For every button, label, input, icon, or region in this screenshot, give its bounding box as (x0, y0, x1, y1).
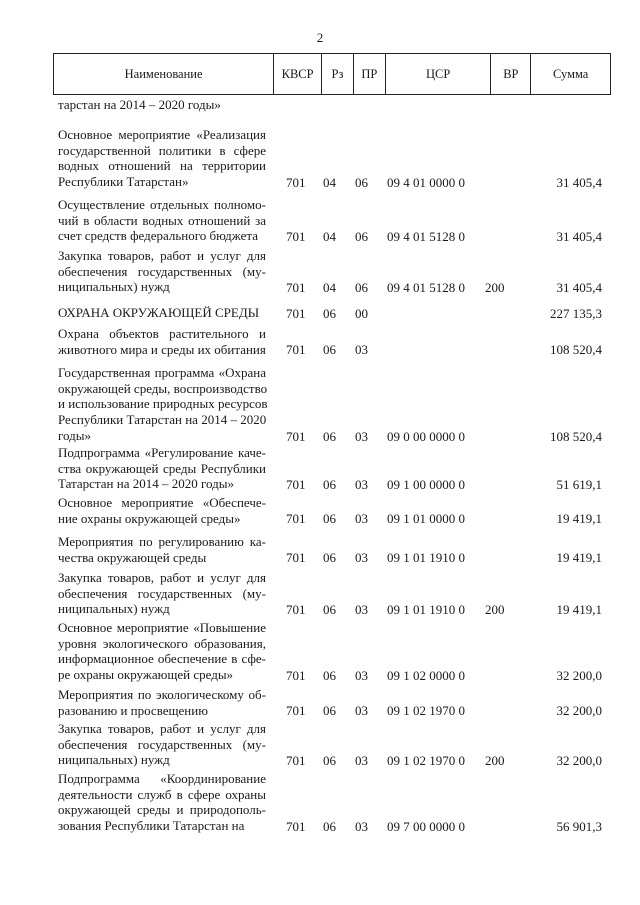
row-sum: 32 200,0 (556, 703, 602, 718)
row-rz: 06 (323, 703, 336, 718)
row-csr: 09 1 01 1910 0 (387, 602, 465, 617)
row-rz: 06 (323, 306, 336, 321)
table-row (0, 365, 640, 444)
row-kvsr: 701 (286, 602, 306, 617)
row-csr: 09 1 01 1910 0 (387, 550, 465, 565)
row-vr: 200 (485, 280, 505, 295)
header-sum: Сумма (530, 54, 610, 94)
row-rz: 06 (323, 477, 336, 492)
row-sum: 19 419,1 (556, 550, 602, 565)
table-row (0, 620, 640, 683)
row-rz: 06 (323, 668, 336, 683)
table-row (0, 305, 640, 321)
row-name-line: Подпрограмма «Регулирование каче- (58, 445, 266, 460)
row-rz: 04 (323, 175, 336, 190)
row-name-line: деятельности служб в сфере охраны (58, 786, 266, 802)
row-name-line: Осуществление отдельных полномо- (58, 197, 266, 212)
row-name-line: Татарстан на 2014 – 2020 годы» (58, 476, 234, 492)
row-name-line: ние охраны окружающей среды» (58, 510, 241, 526)
row-name-line: Мероприятия по экологическому об- (58, 687, 266, 702)
row-kvsr: 701 (286, 342, 306, 357)
row-sum: 32 200,0 (556, 668, 602, 683)
row-rz: 04 (323, 229, 336, 244)
row-name-line: зования Республики Татарстан на (58, 818, 245, 834)
row-name-line: государственной политики в сфере (58, 142, 266, 158)
row-name-line: ниципальных) нужд (58, 279, 170, 295)
row-sum: 227 135,3 (550, 306, 602, 321)
row-name (58, 620, 266, 683)
row-kvsr: 701 (286, 229, 306, 244)
row-name-line: Закупка товаров, работ и услуг для (58, 721, 266, 736)
table-row (0, 495, 640, 526)
row-pr: 03 (355, 550, 368, 565)
table-row (0, 127, 640, 190)
row-csr: 09 1 02 0000 0 (387, 668, 465, 683)
row-vr: 200 (485, 602, 505, 617)
row-name (58, 127, 266, 190)
row-pr: 06 (355, 229, 368, 244)
row-sum: 56 901,3 (556, 819, 602, 834)
row-rz: 04 (323, 280, 336, 295)
row-name-line: ниципальных) нужд (58, 752, 170, 768)
header-rz: Рз (321, 54, 353, 94)
row-pr: 03 (355, 753, 368, 768)
row-kvsr: 701 (286, 306, 306, 321)
row-pr: 03 (355, 511, 368, 526)
row-sum: 108 520,4 (550, 342, 602, 357)
row-name (58, 570, 266, 617)
row-name-line: разованию и просвещению (58, 702, 208, 718)
row-name (58, 495, 266, 526)
row-name-line: окружающей среды и природополь- (58, 802, 266, 818)
table-row (0, 570, 640, 617)
header-kvsr: КВСР (273, 54, 321, 94)
row-name-line: ства окружающей среды Республики (58, 460, 266, 476)
row-kvsr: 701 (286, 429, 306, 444)
row-name-line: Основное мероприятие «Повышение (58, 620, 266, 635)
table-row (0, 197, 640, 244)
row-name-line: обеспечения государственных (му- (58, 263, 266, 279)
table-row (0, 534, 640, 565)
row-name (58, 248, 266, 295)
row-pr: 03 (355, 342, 368, 357)
table-row (0, 771, 640, 834)
row-kvsr: 701 (286, 175, 306, 190)
row-name-line: и использование природных ресурсов (58, 396, 268, 412)
row-rz: 06 (323, 511, 336, 526)
row-name-line: Основное мероприятие «Обеспече- (58, 495, 266, 510)
row-name-line: чий в области водных отношений за (58, 212, 266, 228)
row-name (58, 771, 266, 834)
row-sum: 51 619,1 (556, 477, 602, 492)
table-row (0, 248, 640, 295)
row-name (58, 445, 266, 492)
row-csr: 09 4 01 5128 0 (387, 229, 465, 244)
row-name-line: ОХРАНА ОКРУЖАЮЩЕЙ СРЕДЫ (58, 305, 260, 320)
row-rz: 06 (323, 819, 336, 834)
row-csr: 09 0 00 0000 0 (387, 429, 465, 444)
row-name-line: Республики Татарстан» (58, 174, 189, 190)
row-pr: 03 (355, 477, 368, 492)
row-vr: 200 (485, 753, 505, 768)
row-kvsr: 701 (286, 668, 306, 683)
row-csr: 09 1 02 1970 0 (387, 753, 465, 768)
row-sum: 32 200,0 (556, 753, 602, 768)
row-kvsr: 701 (286, 477, 306, 492)
row-pr: 00 (355, 306, 368, 321)
row-rz: 06 (323, 550, 336, 565)
row-name-line: обеспечения государственных (му- (58, 736, 266, 752)
row-name-line: годы» (58, 427, 91, 443)
row-kvsr: 701 (286, 753, 306, 768)
row-name-line: Подпрограмма «Координирование (58, 771, 266, 786)
row-name-line: животного мира и среды их обитания (58, 341, 266, 357)
row-kvsr: 701 (286, 550, 306, 565)
table-row (0, 721, 640, 768)
header-name: Наименование (124, 66, 203, 81)
header-csr: ЦСР (385, 54, 491, 94)
row-name-line: Закупка товаров, работ и услуг для (58, 248, 266, 263)
row-csr: 09 7 00 0000 0 (387, 819, 465, 834)
row-kvsr: 701 (286, 511, 306, 526)
row-name-line: водных отношений на территории (58, 158, 266, 174)
row-sum: 31 405,4 (556, 175, 602, 190)
row-sum: 31 405,4 (556, 280, 602, 295)
row-sum: 108 520,4 (550, 429, 602, 444)
row-csr: 09 1 00 0000 0 (387, 477, 465, 492)
row-name (58, 721, 266, 768)
row-name-line: информационное обеспечение в сфе- (58, 651, 266, 667)
row-rz: 06 (323, 429, 336, 444)
row-pr: 03 (355, 429, 368, 444)
row-kvsr: 701 (286, 280, 306, 295)
row-name-line: Основное мероприятие «Реализация (58, 127, 266, 142)
row-sum: 31 405,4 (556, 229, 602, 244)
row-name (58, 687, 266, 718)
row-name-line: ре охраны окружающей среды» (58, 667, 234, 683)
row-pr: 06 (355, 175, 368, 190)
row-name-line: Охрана объектов растительного и (58, 326, 266, 341)
row-name (58, 326, 266, 357)
row-pr: 03 (355, 668, 368, 683)
row-kvsr: 701 (286, 819, 306, 834)
row-sum: 19 419,1 (556, 511, 602, 526)
row-name-line: чества окружающей среды (58, 549, 207, 565)
row-kvsr: 701 (286, 703, 306, 718)
row-csr: 09 4 01 5128 0 (387, 280, 465, 295)
row-pr: 03 (355, 602, 368, 617)
row-name-line: Закупка товаров, работ и услуг для (58, 570, 266, 585)
row-name-line: ниципальных) нужд (58, 601, 170, 617)
row-name-line: Государственная программа «Охрана (58, 365, 266, 380)
row-sum: 19 419,1 (556, 602, 602, 617)
row-rz: 06 (323, 602, 336, 617)
row-name (58, 305, 266, 321)
row-name-line: обеспечения государственных (му- (58, 585, 266, 601)
row-name-line: счет средств федерального бюджета (58, 228, 258, 244)
row-name-line: уровня экологического образования, (58, 635, 266, 651)
row-name (58, 197, 266, 244)
row-name (58, 534, 266, 565)
table-row (0, 326, 640, 357)
table-row (0, 445, 640, 492)
table-row (0, 687, 640, 718)
header-vr: ВР (490, 54, 530, 94)
row-pr: 03 (355, 703, 368, 718)
row-rz: 06 (323, 753, 336, 768)
row-csr: 09 1 02 1970 0 (387, 703, 465, 718)
row-name-line: Мероприятия по регулированию ка- (58, 534, 266, 549)
row-pr: 06 (355, 280, 368, 295)
row-name-line: окружающей среды, воспроизводство (58, 380, 268, 396)
header-pr: ПР (353, 54, 385, 94)
row-csr: 09 4 01 0000 0 (387, 175, 465, 190)
row-pr: 03 (355, 819, 368, 834)
page-number: 2 (316, 30, 324, 45)
row-name (58, 365, 266, 444)
row-name-line: Республики Татарстан на 2014 – 2020 (58, 412, 267, 428)
row-csr: 09 1 01 0000 0 (387, 511, 465, 526)
row-rz: 06 (323, 342, 336, 357)
continuation-text: тарстан на 2014 – 2020 годы» (58, 97, 221, 112)
